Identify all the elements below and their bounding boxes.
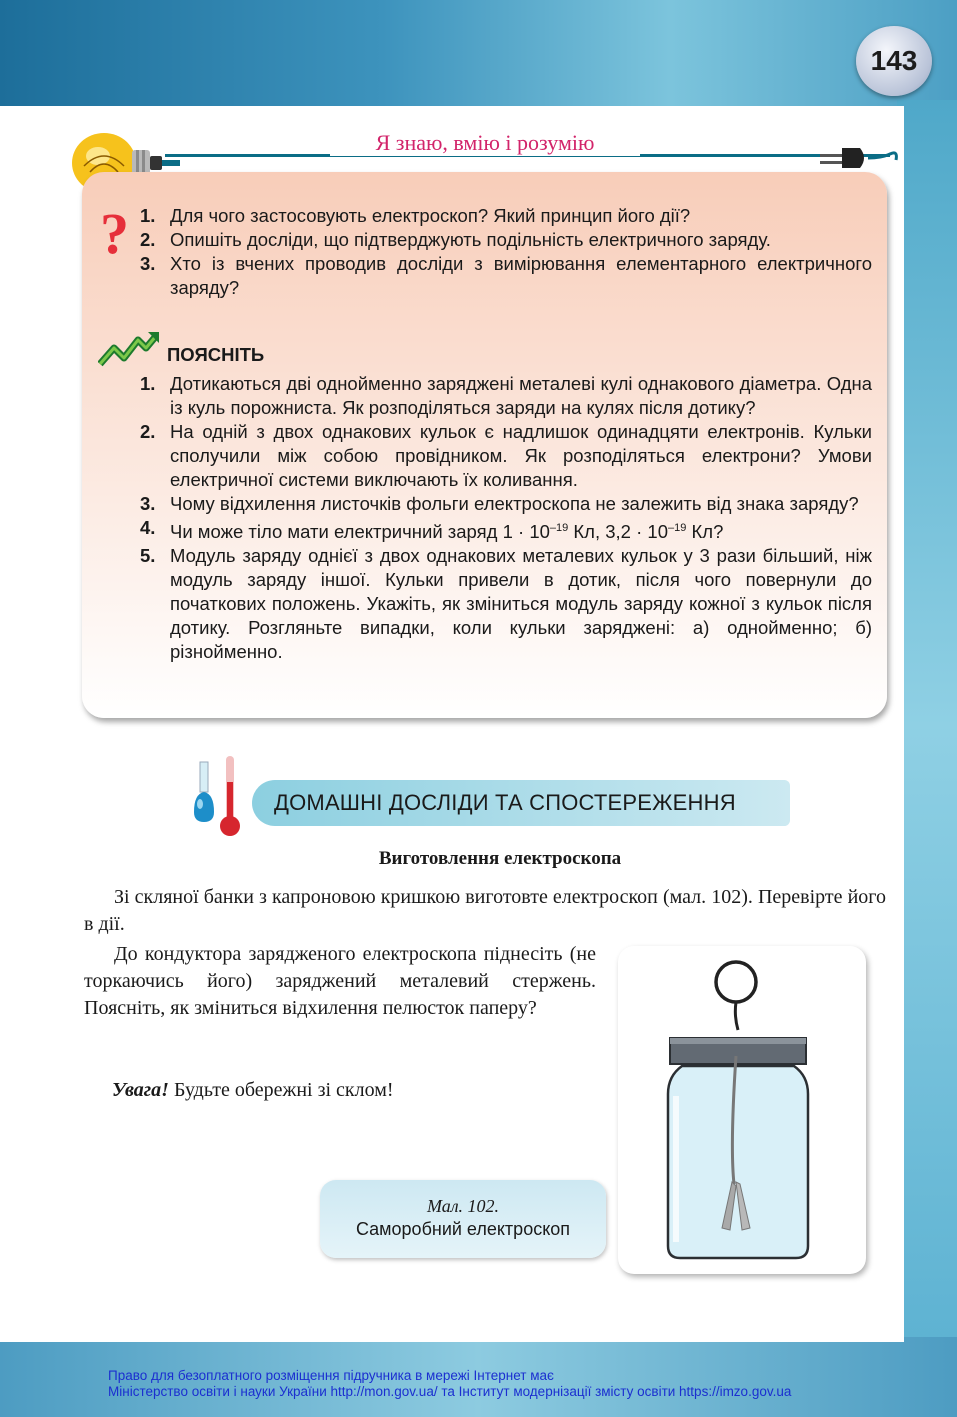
item-number: 2.	[140, 229, 156, 250]
list-item	[140, 516, 872, 544]
section-title: Я знаю, вмію і розумію	[330, 130, 640, 156]
flask-thermometer-icon	[188, 752, 248, 840]
item-text: Хто із вчених проводив досліди з вимірювання елементарного електричного заряду?	[170, 253, 872, 298]
explain-heading: ПОЯСНІТЬ	[167, 344, 265, 365]
item-number: 5.	[140, 545, 156, 567]
item-text: Чому відхилення листочків фольги електроскопа не залежить від знака заряду?	[170, 493, 859, 514]
text-part: Кл?	[686, 521, 724, 543]
footer-line-1: Право для безоплатного розміщення підручника в мережі Інтернет має	[108, 1368, 554, 1383]
question-mark-icon: ?	[100, 201, 129, 266]
exponent: –19	[549, 522, 569, 534]
item-text: Для чого застосовують електроскоп? Який принцип його дії?	[170, 205, 691, 226]
copyright-footer	[108, 1368, 908, 1400]
list-item	[140, 492, 872, 516]
paragraph-1: Зі скляної банки з капроновою кришкою виготовте електроскоп (мал. 102). Перевірте його в дії.	[84, 886, 886, 935]
footer-line-2: Міністерство освіти і науки України http://mon.gov.ua/ та Інститут модернізації змісту освіти https://imzo.gov.ua	[108, 1384, 792, 1399]
list-item	[140, 252, 872, 300]
list-item	[140, 204, 872, 228]
jar-electroscope-illustration	[618, 946, 866, 1274]
figure-label: Мал. 102.	[426, 1196, 500, 1216]
item-text: Модуль заряду однієї з двох однакових металевих кульок у 3 рази більший, ніж модуль заряду іншої. Кульки привели в дотик, після чого повернули до початкових положень. Укажіть, як зміниться модуль заряду кожної з кульок після дотику. Розгляньте випадки, коли кульки заряджені: а) однойменно; б) різнойменно.	[170, 545, 872, 663]
text-part: Чи може тіло мати електричний заряд 1 · 10	[170, 521, 550, 543]
item-text	[170, 516, 872, 544]
item-text: На одній з двох однакових кульок є надлишок одинадцяти електронів. Кульки сполучили між собою провідником. Як розподіляться електрони? Умови електричної системи виключають їх коливання.	[170, 421, 872, 490]
item-text: Опишіть досліди, що підтверджують подільність електричного заряду.	[170, 229, 771, 250]
explain-list	[140, 372, 872, 664]
warning-message: Будьте обережні зі склом!	[168, 1079, 394, 1101]
item-number: 4.	[140, 517, 156, 538]
background-right-strip	[897, 100, 957, 1350]
exponent: –19	[668, 522, 687, 534]
figure-frame	[618, 946, 866, 1274]
warning-label: Увага!	[112, 1079, 169, 1101]
text-part: Кл, 3,2 · 10	[568, 521, 668, 543]
list-item	[140, 228, 872, 252]
item-number: 2.	[140, 421, 156, 442]
paragraph-2: До кондуктора зарядженого електроскопа піднесіть (не торкаючись його) заряджений металевий стержень. Поясніть, як зміниться відхилення пелюсток паперу?	[84, 943, 596, 1019]
page-number: 143	[856, 26, 932, 96]
item-number: 1.	[140, 205, 156, 226]
figure-caption	[320, 1180, 606, 1258]
home-experiments-banner: ДОМАШНІ ДОСЛІДИ ТА СПОСТЕРЕЖЕННЯ	[252, 780, 790, 826]
experiment-heading: Виготовлення електроскопа	[378, 848, 622, 869]
item-number: 1.	[140, 373, 156, 394]
figure-caption-text: Саморобний електроскоп	[355, 1219, 571, 1239]
background-header	[0, 0, 957, 110]
list-item	[140, 372, 872, 420]
item-text: Дотикаються дві однойменно заряджені металеві кулі однакового діаметра. Одна із куль порожниста. Як розподіляться заряди на кулях після дотику?	[170, 373, 872, 418]
zigzag-arrow-icon	[98, 330, 160, 370]
list-item	[140, 420, 872, 492]
questions-list	[140, 204, 872, 300]
item-number: 3.	[140, 493, 156, 514]
list-item	[140, 544, 872, 664]
warning-text	[112, 1077, 592, 1104]
item-number: 3.	[140, 253, 156, 274]
